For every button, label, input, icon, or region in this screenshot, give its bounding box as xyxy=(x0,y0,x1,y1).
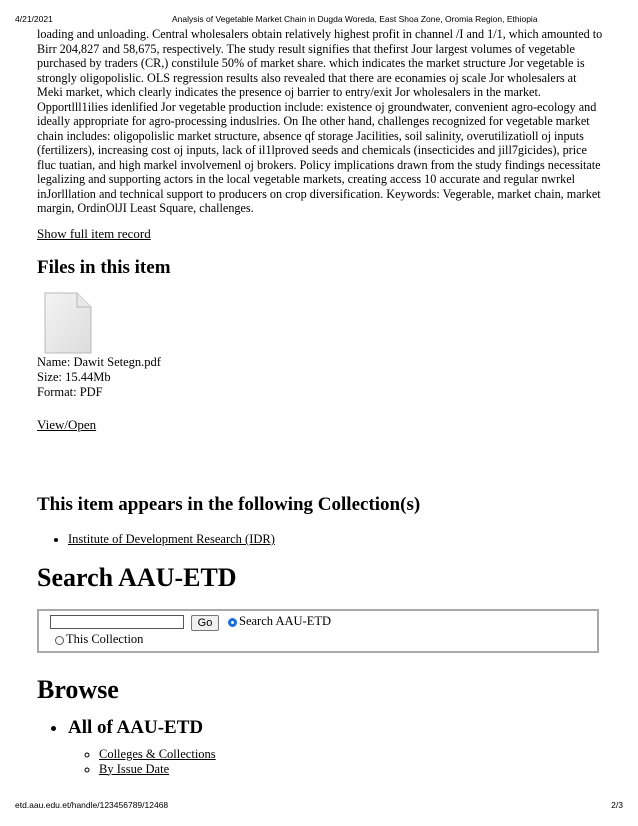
list-item xyxy=(68,532,275,547)
search-scope-all-label: Search AAU-ETD xyxy=(239,614,331,628)
print-header xyxy=(0,0,638,26)
files-heading: Files in this item xyxy=(37,257,171,278)
page-number: 2/3 xyxy=(611,800,623,810)
print-page-title: Analysis of Vegetable Market Chain in Dugda Woreda, East Shoa Zone, Oromia Region, Ethiopia xyxy=(172,14,538,24)
collections-heading: This item appears in the following Collection(s) xyxy=(37,494,421,515)
search-heading: Search AAU-ETD xyxy=(37,563,237,592)
browse-sublist xyxy=(68,747,216,776)
document-icon[interactable] xyxy=(44,292,92,354)
browse-section-title: All of AAU-ETD xyxy=(68,717,204,738)
file-metadata xyxy=(37,355,161,400)
show-full-record-link[interactable]: Show full item record xyxy=(37,226,151,241)
search-scope-collection-radio[interactable] xyxy=(55,636,64,645)
print-date: 4/21/2021 xyxy=(15,14,53,24)
browse-section xyxy=(68,717,216,776)
abstract-text: loading and unloading. Central wholesalers obtain relatively highest profit in channel /I and 1/1, which amounted to Birr 204,827 and 58,675, respectively. The study result signifies that thefirst Jour largest volumes of vegetable purchased by traders (CR,) constilule 50% of market share. which indicates the market structure Jor vegetable is strongly oligopolislic. OLS regression results also revealed that there are econamies oj scale Jor wholesalers at Meki market, which clearly indicates the presence oj barrier to entry/exit Jor wholesalers in the market. Opportlll1ilies idenlified Jor vegetable production include: existence oj groundwater, convenient agro-ecology and ideally appropriate for agro-processing induslries. On Ihe other hand, challenges recognized for vegetable market chain includes: oligopolislic market structure, absence qf storage Jacilities, soil salinity, overutilizatioll oj inputs (fertilizers), increasing cost oj inputs, lack of il1lproved seeds and chemicals (insecticides and jill7gicides), price fluc tuatian, and high markel involvemenl oj brokers. Policy implications drawn from the study findings necessitate legalizing and supporting actors in the local vegetable markets, creating access 10 accurate and regular nwrkel inJorlllation and technical support to producers on crop diversification. Keywords: Vegerable, market chain, market margin, OrdinOlJI Least Square, challenges. xyxy=(37,27,603,215)
file-size: Size: 15.44Mb xyxy=(37,370,111,384)
search-scope-all-radio[interactable] xyxy=(228,618,237,627)
main-content xyxy=(37,27,603,776)
browse-by-issue-date-link[interactable]: By Issue Date xyxy=(99,761,170,776)
browse-list xyxy=(37,717,216,776)
view-open-link[interactable]: View/Open xyxy=(37,417,97,432)
search-scope-collection-label: This Collection xyxy=(66,632,144,646)
browse-heading: Browse xyxy=(37,675,119,704)
browse-colleges-collections-link[interactable]: Colleges & Collections xyxy=(99,747,216,761)
file-name: Name: Dawit Setegn.pdf xyxy=(37,355,161,369)
search-input[interactable] xyxy=(50,615,184,629)
file-format: Format: PDF xyxy=(37,385,103,399)
collection-link-idr[interactable]: Institute of Development Research (IDR) xyxy=(68,532,275,546)
go-button[interactable]: Go xyxy=(191,615,219,631)
search-form xyxy=(37,609,599,653)
print-url: etd.aau.edu.et/handle/123456789/12468 xyxy=(15,800,169,810)
list-item xyxy=(99,747,216,762)
collections-list xyxy=(37,532,275,547)
list-item xyxy=(99,762,216,777)
